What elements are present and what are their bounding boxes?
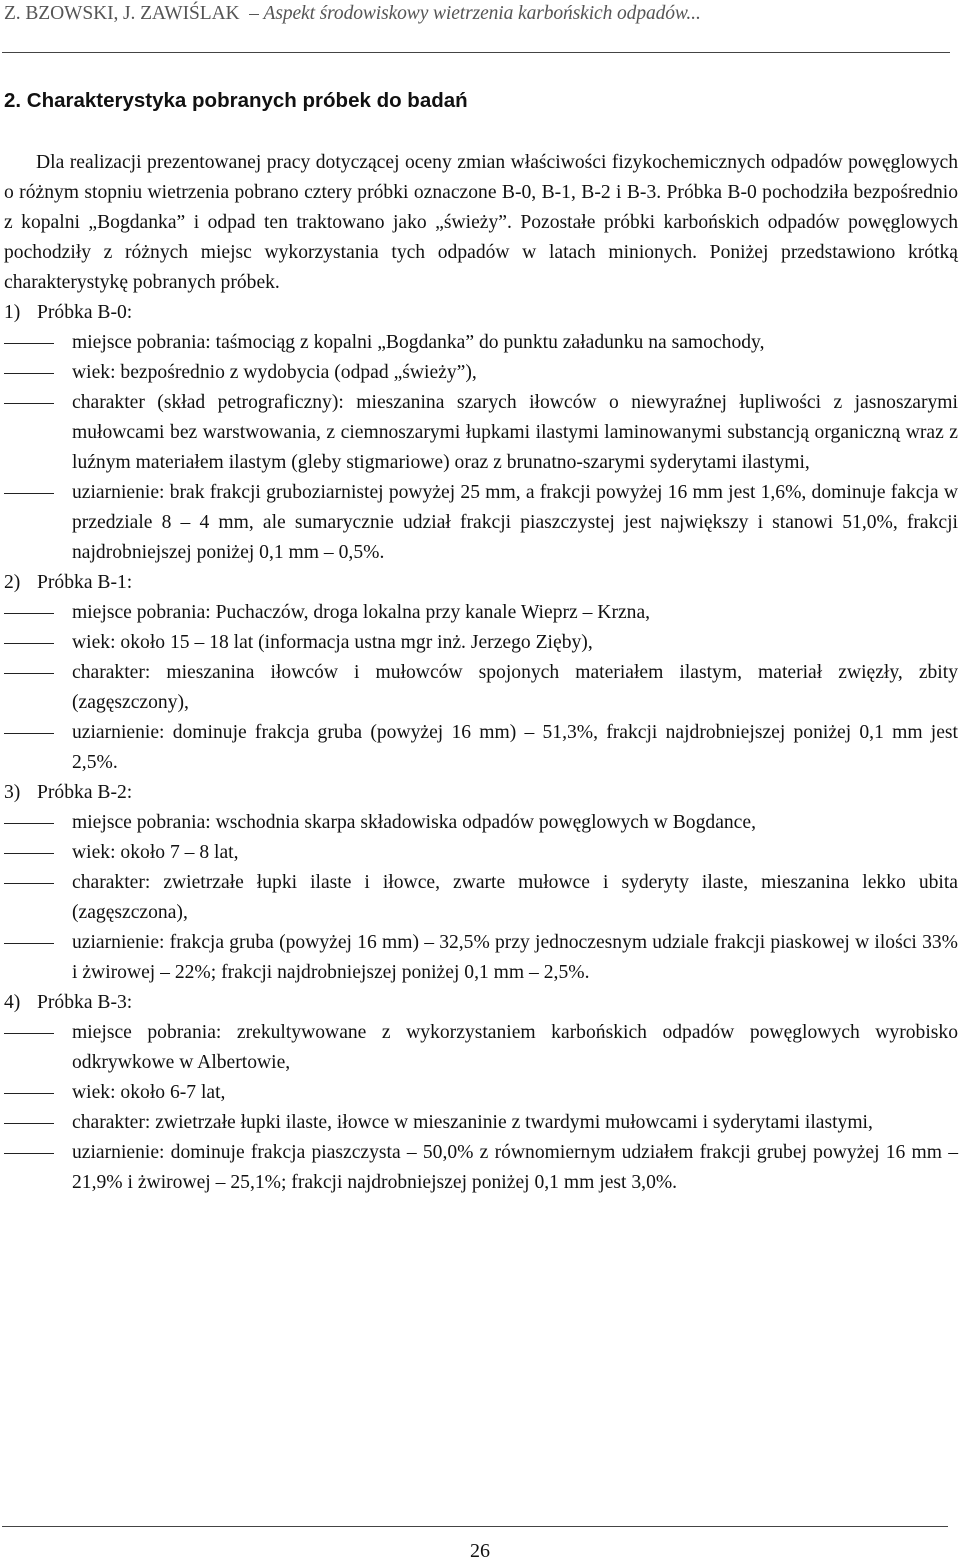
list-item bbox=[4, 1018, 958, 1078]
sample-label: Próbka B-0: bbox=[37, 302, 133, 323]
sample-heading bbox=[4, 988, 958, 1018]
dash-bullet bbox=[4, 853, 54, 854]
sample-attributes bbox=[4, 808, 958, 988]
sample-heading bbox=[4, 298, 958, 328]
list-item-text: uziarnienie: dominuje frakcja piaszczysta – 50,0% z równomiernym udziałem frakcji grubej powyżej 16 mm – 21,9% i żwirowej – 25,1%; frakcji najdrobniejszej poniżej 0,1 mm jest 3,0%. bbox=[72, 1142, 958, 1193]
list-item bbox=[4, 1138, 958, 1198]
sample-label: Próbka B-2: bbox=[37, 782, 133, 803]
dash-bullet bbox=[4, 343, 54, 344]
page-number: 26 bbox=[470, 1540, 490, 1562]
sample-label: Próbka B-3: bbox=[37, 992, 133, 1013]
list-item-text: charakter: zwietrzałe łupki ilaste i iłowce, zwarte mułowce i syderyty ilaste, mieszanina lekko ubita (zagęszczona), bbox=[72, 872, 958, 923]
footer-divider bbox=[2, 1526, 948, 1527]
dash-bullet bbox=[4, 1093, 54, 1094]
list-item bbox=[4, 838, 958, 868]
dash-bullet bbox=[4, 493, 54, 494]
list-item-text: wiek: bezpośrednio z wydobycia (odpad „świeży”), bbox=[72, 362, 477, 383]
sample-number: 2) bbox=[4, 572, 21, 593]
header-divider bbox=[2, 52, 950, 53]
list-item-text: miejsce pobrania: zrekultywowane z wykorzystaniem karbońskich odpadów powęglowych wyrobisko odkrywkowe w Albertowie, bbox=[72, 1022, 958, 1073]
sample-number: 1) bbox=[4, 302, 21, 323]
dash-bullet bbox=[4, 823, 54, 824]
list-item-text: charakter: mieszanina iłowców i mułowców spojonych materiałem ilastym, materiał zwięzły, zbity (zagęszczony), bbox=[72, 662, 958, 713]
body-text bbox=[4, 148, 958, 1198]
list-item bbox=[4, 478, 958, 568]
sample-number: 3) bbox=[4, 782, 21, 803]
dash-bullet bbox=[4, 373, 54, 374]
list-item-text: uziarnienie: dominuje frakcja gruba (powyżej 16 mm) – 51,3%, frakcji najdrobniejszej poniżej 0,1 mm jest 2,5%. bbox=[72, 722, 958, 773]
header-authors: Z. BZOWSKI, J. ZAWIŚLAK bbox=[4, 3, 240, 24]
list-item-text: wiek: około 7 – 8 lat, bbox=[72, 842, 239, 863]
dash-bullet bbox=[4, 403, 54, 404]
list-item bbox=[4, 868, 958, 928]
sample-attributes bbox=[4, 598, 958, 778]
dash-bullet bbox=[4, 673, 54, 674]
dash-bullet bbox=[4, 643, 54, 644]
dash-bullet bbox=[4, 1153, 54, 1154]
sample-number: 4) bbox=[4, 992, 21, 1013]
sample-block bbox=[4, 298, 958, 568]
dash-bullet bbox=[4, 883, 54, 884]
list-item bbox=[4, 658, 958, 718]
dash-bullet bbox=[4, 1033, 54, 1034]
list-item bbox=[4, 358, 958, 388]
list-item-text: wiek: około 6-7 lat, bbox=[72, 1082, 226, 1103]
dash-bullet bbox=[4, 943, 54, 944]
sample-attributes bbox=[4, 328, 958, 568]
sample-block bbox=[4, 568, 958, 778]
sample-heading bbox=[4, 568, 958, 598]
list-item-text: miejsce pobrania: Puchaczów, droga lokalna przy kanale Wieprz – Krzna, bbox=[72, 602, 651, 623]
list-item bbox=[4, 628, 958, 658]
list-item bbox=[4, 808, 958, 838]
sample-block bbox=[4, 988, 958, 1198]
sample-heading bbox=[4, 778, 958, 808]
list-item-text: miejsce pobrania: taśmociąg z kopalni „Bogdanka” do punktu załadunku na samochody, bbox=[72, 332, 765, 353]
header-title: Aspekt środowiskowy wietrzenia karbońskich odpadów... bbox=[263, 3, 701, 24]
intro-paragraph: Dla realizacji prezentowanej pracy dotyczącej oceny zmian właściwości fizykochemicznych odpadów powęglowych o różnym stopniu wietrzenia pobrano cztery próbki oznaczone B-0, B-1, B-2 i B-3. Próbka B-0 pochodziła bezpośrednio z kopalni „Bogdanka” i odpad ten traktowano jako „świeży”. Pozostałe próbki karbońskich odpadów powęglowych pochodziły z różnych miejsc wykorzystania tych odpadów w latach minionych. Poniżej przedstawiono krótką charakterystykę pobranych próbek. bbox=[4, 152, 958, 293]
sample-list bbox=[4, 298, 958, 1198]
list-item-text: charakter (skład petrograficzny): mieszanina szarych iłowców o niewyraźnej łupliwości z jasnoszarymi mułowcami bez warstwowania, z ciemnoszarymi łupkami ilastymi laminowanymi substancją organiczną wraz z luźnym materiałem ilastym (gleby stigmariowe) oraz z brunatno-szarymi syderytami ilastymi, bbox=[72, 392, 958, 473]
list-item-text: wiek: około 15 – 18 lat (informacja ustna mgr inż. Jerzego Zięby), bbox=[72, 632, 593, 653]
dash-bullet bbox=[4, 733, 54, 734]
running-header: Z. BZOWSKI, J. ZAWIŚLAK – Aspekt środowiskowy wietrzenia karbońskich odpadów... bbox=[4, 3, 701, 24]
list-item-text: uziarnienie: brak frakcji gruboziarnistej powyżej 25 mm, a frakcji powyżej 16 mm jest 1,6%, dominuje fakcja w przedziale 8 – 4 mm, ale sumarycznie udział frakcji piaszczystej jest największy i stanowi 51,0%, frakcji najdrobniejszej poniżej 0,1 mm – 0,5%. bbox=[72, 482, 958, 563]
list-item bbox=[4, 598, 958, 628]
sample-attributes bbox=[4, 1018, 958, 1198]
dash-bullet bbox=[4, 1123, 54, 1124]
list-item bbox=[4, 928, 958, 988]
list-item bbox=[4, 1108, 958, 1138]
list-item bbox=[4, 328, 958, 358]
list-item-text: uziarnienie: frakcja gruba (powyżej 16 mm) – 32,5% przy jednoczesnym udziale frakcji piaskowej w ilości 33% i żwirowej – 22%; frakcji najdrobniejszej poniżej 0,1 mm – 2,5%. bbox=[72, 932, 958, 983]
list-item bbox=[4, 1078, 958, 1108]
list-item-text: miejsce pobrania: wschodnia skarpa składowiska odpadów powęglowych w Bogdance, bbox=[72, 812, 756, 833]
sample-label: Próbka B-1: bbox=[37, 572, 133, 593]
dash-bullet bbox=[4, 613, 54, 614]
list-item bbox=[4, 388, 958, 478]
list-item bbox=[4, 718, 958, 778]
list-item-text: charakter: zwietrzałe łupki ilaste, iłowce w mieszaninie z twardymi mułowcami i syderytami ilastymi, bbox=[72, 1112, 873, 1133]
section-title: 2. Charakterystyka pobranych próbek do badań bbox=[4, 89, 468, 112]
sample-block bbox=[4, 778, 958, 988]
